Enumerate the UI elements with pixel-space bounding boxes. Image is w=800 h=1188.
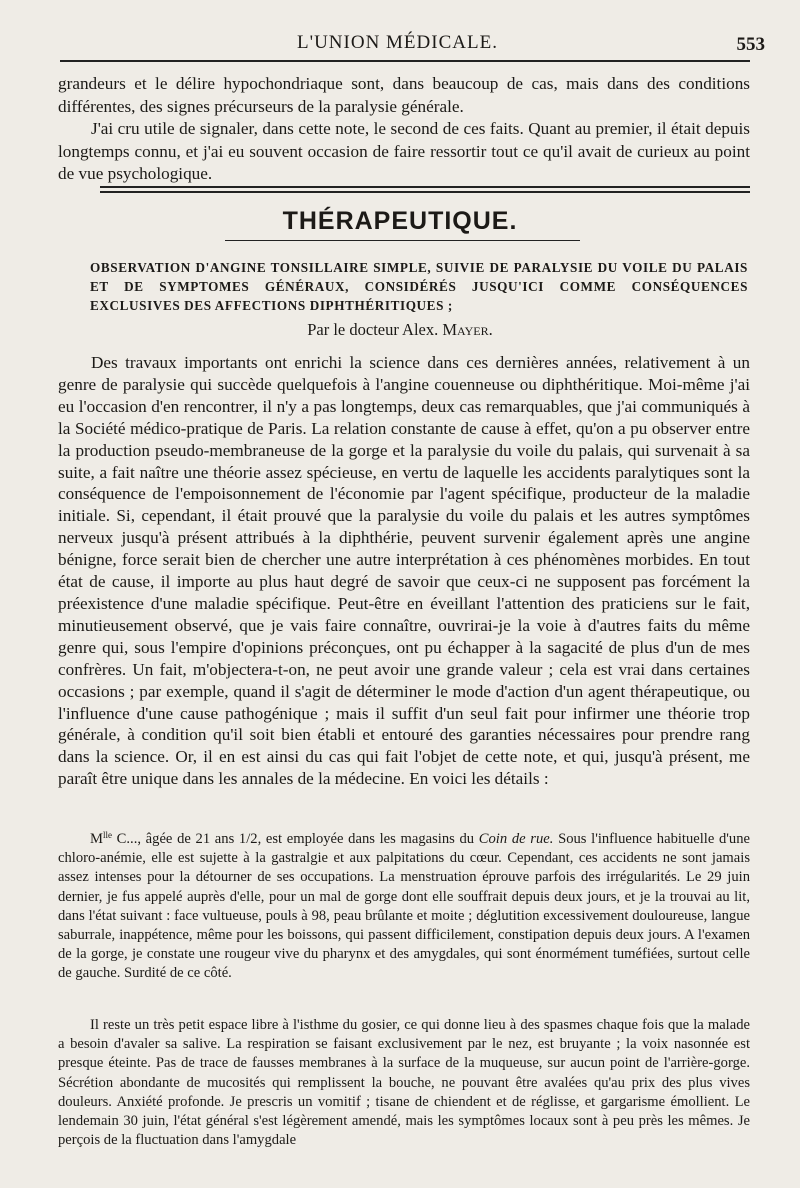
case-paragraph-2: Il reste un très petit espace libre à l'isthme du gosier, ce qui donne lieu à des spasmes chaque fois que la malade a besoin d'avaler sa salive. La respiration se faisant exclusivement par le nez, est bruyante ; la voix nasonnée est presque éteinte. Pas de trace de fausses membranes à la surface de la muqueuse, sur aucun point de l'arrière-gorge. Sécrétion abondante de mucosités qui remplissent la bouche, ne pouvant être avalées qu'au prix des plus vives douleurs. Anxiété profonde. Je prescris un vomitif ; tisane de chiendent et de réglisse, et gargarisme émollient. Le lendemain 30 juin, l'état général s'est légèrement amendé, mais les symptômes locaux sont à peu près les mêmes. Je perçois de la fluctuation dans l'amygdale	[58, 1017, 750, 1149]
section-divider-rule	[100, 186, 750, 188]
case-lead-sup: lle	[102, 830, 112, 840]
author-line	[0, 320, 800, 340]
header-rule	[60, 60, 750, 62]
section-heading: THÉRAPEUTIQUE.	[282, 207, 518, 235]
case-paragraph	[58, 826, 750, 984]
heading-underline	[225, 240, 580, 241]
intro-paragraph-continued: grandeurs et le délire hypochondriaque sont, dans beaucoup de cas, mais dans des conditions différentes, des signes précurseurs de la paralysie générale.	[58, 74, 750, 116]
page-number: 553	[736, 34, 765, 55]
running-header	[30, 30, 765, 58]
author-prefix: Par le docteur Alex.	[307, 320, 439, 339]
intro-paragraph: J'ai cru utile de signaler, dans cette note, le second de ces faits. Quant au premier, il était depuis longtemps connu, et j'ai eu souvent occasion de faire ressortir tout ce qu'il avait de curieux au point de vue psychologique.	[58, 119, 750, 183]
case-lead: C..., âgée de 21 ans 1/2, est employée dans les magasins du	[116, 831, 475, 847]
author-name: Mayer.	[442, 320, 493, 339]
case-lead-m: M	[90, 831, 103, 847]
case-paragraph-rest: Sous l'influence habituelle d'une chloro-anémie, elle est sujette à la gastralgie et aux palpitations du cœur. Cependant, ces accidents ne sont jamais assez intenses pour la détourner de ses occupations. La menstruation éprouve parfois des irrégularités. Le 29 juin dernier, je fus appelé auprès d'elle, pour un mal de gorge dont elle souffrait depuis deux jours, et je la trouvai au lit, dans l'état suivant : face vultueuse, pouls à 98, peau brûlante et moite ; déglutition excessivement douloureuse, langue saburrale, inappétence, même pour les boissons, qui passent difficilement, constipation depuis deux jours. A l'examen de la gorge, je constate une rougeur vive du pharynx et des amygdales, qui sont énormément tuméfiées, surtout celle de gauche. Surdité de ce côté.	[58, 831, 751, 982]
body-paragraph: Des travaux importants ont enrichi la science dans ces dernières années, relativement à un genre de paralysie qui succède quelquefois à l'angine couenneuse ou diphthéritique. Moi-même j'ai eu l'occasion d'en rencontrer, il n'y a pas longtemps, deux cas remarquables, que j'ai communiqués à la Société médico-pratique de Paris. La relation constante de cause à effet, qu'on a pu observer entre la production pseudo-membraneuse de la gorge et la paralysie du voile du palais, qui survenait à sa suite, a fait naître une théorie assez spécieuse, en vertu de laquelle les accidents paralytiques sont la conséquence de l'empoisonnement de l'économie par l'agent spécifique, producteur de la maladie initiale. Si, cependant, il était prouvé que la paralysie du voile du palais et les autres symptômes nerveux jusqu'à présent attribués à la diphthérie, peuvent survenir également après une angine bénigne, force serait bien de chercher une autre interprétation à ces phénomènes morbides. En tout état de cause, il importe au plus haut degré de savoir que ceux-ci ne supposent pas forcément la préexistence d'une maladie spécifique. Peut-être en éveillant l'attention des praticiens sur le fait, minutieusement observé, que je vais faire connaître, ouvrirai-je la voie à d'autres faits du même genre qui, sous l'empire d'opinions préconçues, ont pu échapper à la sagacité de plus d'un de mes confrères. Un fait, m'objectera-t-on, ne peut avoir une grande valeur ; cela est vrai dans certaines occasions ; par exemple, quand il s'agit de déterminer le mode d'action d'un agent thérapeutique, ou l'influence d'une cause pathogénique ; mais il suffit d'un seul fait pour infirmer une théorie trop générale, à condition qu'il soit bien établi et entouré des garanties nécessaires pour prendre rang dans la science. Or, il en est ainsi du cas qui fait l'objet de cette note, et qui, jusqu'à présent, me paraît être unique dans les annales de la médecine. En voici les détails :	[58, 353, 750, 789]
shop-name: Coin de rue.	[478, 831, 554, 847]
journal-title: L'UNION MÉDICALE.	[297, 32, 498, 53]
observation-title: OBSERVATION D'ANGINE TONSILLAIRE SIMPLE, SUIVIE DE PARALYSIE DU VOILE DU PALAIS ET DE SYMPTOMES GÉNÉRAUX, CONSIDÉRÉS JUSQU'ICI COMME CONSÉQUENCES EXCLUSIVES DES AFFECTIONS DIPHTHÉRITIQUES ;	[90, 260, 748, 313]
section-divider-rule	[100, 191, 750, 193]
